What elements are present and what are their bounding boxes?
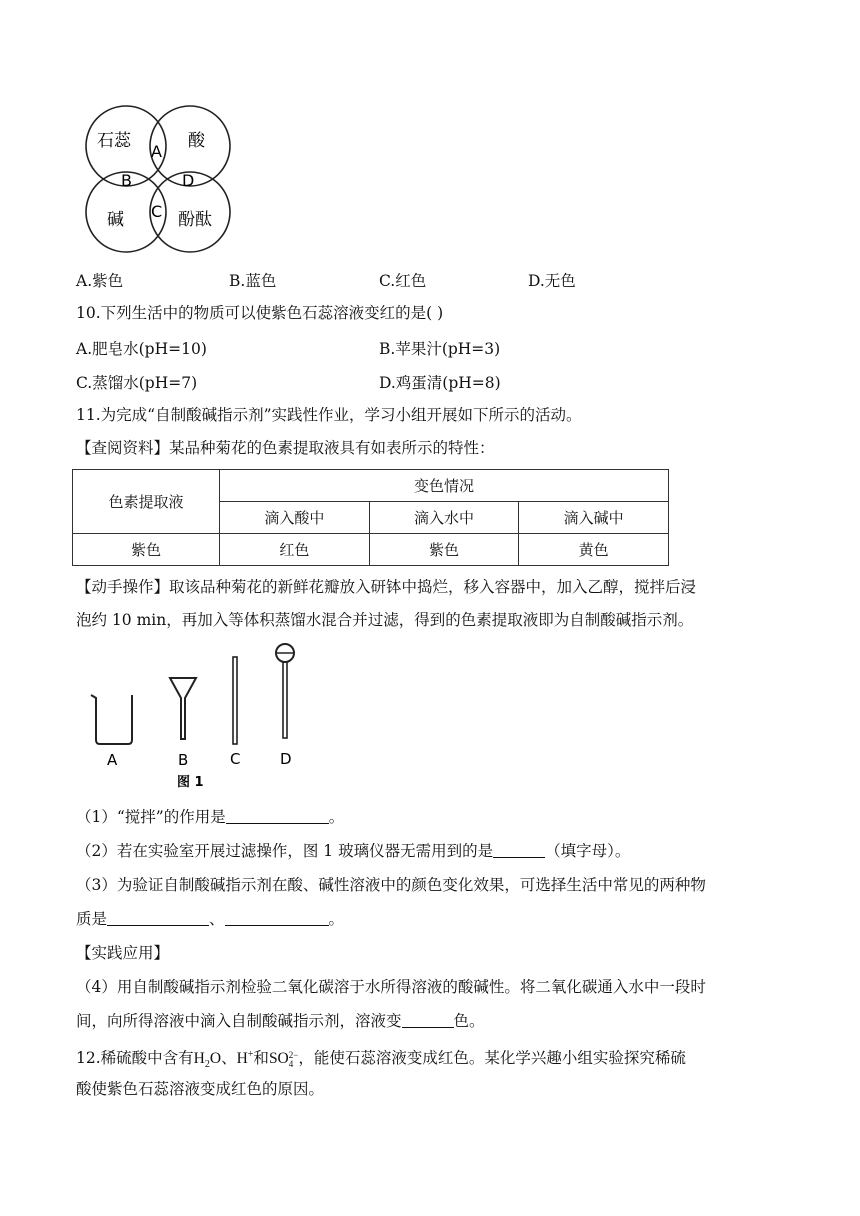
indicator-property-table (72, 469, 669, 566)
venn-label-litmus: 石蕊 (97, 131, 131, 151)
venn-label-a: A (151, 142, 162, 161)
q10-option-a: A.肥皂水(pH=10) (76, 340, 207, 358)
q11-sub4-line2: 间，向所得溶液中滴入自制酸碱指示剂，溶液变 色。 (76, 1012, 485, 1030)
table-cell-water: 紫色 (369, 534, 519, 566)
formula-h-plus: H+ (236, 1049, 254, 1068)
venn-label-b: B (121, 171, 132, 190)
q12-line1: 12.稀硫酸中含有$H_2O$、H+和SO 2− 4 ，能使石蕊溶液变成红色。某化学兴趣小组实验探究稀硫 (76, 1049, 686, 1071)
table-col-header-acid: 滴入酸中 (220, 502, 370, 534)
table-group-header: 变色情况 (220, 470, 669, 502)
venn-label-acid: 酸 (188, 131, 205, 151)
table-row-header: 色素提取液 (73, 470, 220, 534)
venn-label-d: D (182, 171, 195, 190)
table-col-header-water: 滴入水中 (369, 502, 519, 534)
q11-sub3-line2: 质是 、 。 (76, 910, 345, 928)
answer-blank-3b[interactable] (225, 909, 329, 926)
formula-sulfate: SO 2− 4 (268, 1049, 299, 1069)
formula-h2o: $H_2O$ (193, 1050, 222, 1071)
venn-label-phenolphthalein: 酚酞 (178, 210, 212, 230)
table-row-value: 紫色 (73, 534, 220, 566)
answer-blank-1[interactable] (226, 807, 329, 824)
q11-practice-heading: 【实践应用】 (76, 944, 170, 962)
glass-rod-icon (233, 657, 237, 744)
figure-1-glassware (88, 640, 320, 795)
figure-caption: 图 1 (177, 775, 204, 790)
q9-option-a: A.紫色 (76, 272, 124, 290)
q10-option-d: D.鸡蛋清(pH=8) (379, 374, 501, 392)
q11-operation-line1: 【动手操作】取该品种菊花的新鲜花瓣放入研钵中捣烂，移入容器中，加入乙醇，搅拌后浸 (76, 578, 697, 596)
venn-label-base: 碱 (107, 210, 124, 230)
figure-label-c: C (230, 750, 241, 768)
figure-label-a: A (107, 751, 118, 769)
q12-line2: 酸使紫色石蕊溶液变成红色的原因。 (76, 1080, 325, 1098)
q10-stem: 10.下列生活中的物质可以使紫色石蕊溶液变红的是( ) (76, 304, 444, 322)
answer-blank-4[interactable] (402, 1011, 454, 1028)
q11-sub4-line1: （4）用自制酸碱指示剂检验二氧化碳溶于水所得溶液的酸碱性。将二氧化碳通入水中一段时 (76, 978, 706, 996)
q9-option-b: B.蓝色 (229, 272, 277, 290)
answer-blank-3a[interactable] (107, 909, 209, 926)
venn-diagram (80, 100, 236, 260)
q11-stem: 11.为完成“自制酸碱指示剂”实践性作业，学习小组开展如下所示的活动。 (76, 406, 582, 424)
q11-sub1: （1）“搅拌”的作用是 。 (76, 808, 345, 826)
table-col-header-base: 滴入碱中 (519, 502, 669, 534)
figure-label-d: D (280, 750, 292, 768)
dropper-tube-icon (283, 662, 287, 738)
q11-research: 【查阅资料】某品种菊花的色素提取液具有如表所示的特性： (76, 439, 495, 457)
q9-option-d: D.无色 (528, 272, 576, 290)
q11-sub2: （2）若在实验室开展过滤操作，图 1 玻璃仪器无需用到的是 （填字母）。 (76, 842, 631, 860)
table-cell-base: 黄色 (519, 534, 669, 566)
q10-option-c: C.蒸馏水(pH=7) (76, 374, 198, 392)
beaker-icon (91, 695, 132, 744)
q11-operation-line2: 泡约 10 min，再加入等体积蒸馏水混合并过滤，得到的色素提取液即为自制酸碱指示剂。 (76, 611, 694, 629)
venn-label-c: C (151, 202, 163, 221)
figure-label-b: B (178, 751, 189, 769)
funnel-icon (170, 678, 196, 739)
q11-sub3-line1: （3）为验证自制酸碱指示剂在酸、碱性溶液中的颜色变化效果，可选择生活中常见的两种物 (76, 876, 706, 894)
q10-option-b: B.苹果汁(pH=3) (379, 340, 501, 358)
q9-option-c: C.红色 (379, 272, 427, 290)
table-cell-acid: 红色 (220, 534, 370, 566)
answer-blank-2[interactable] (493, 841, 545, 858)
